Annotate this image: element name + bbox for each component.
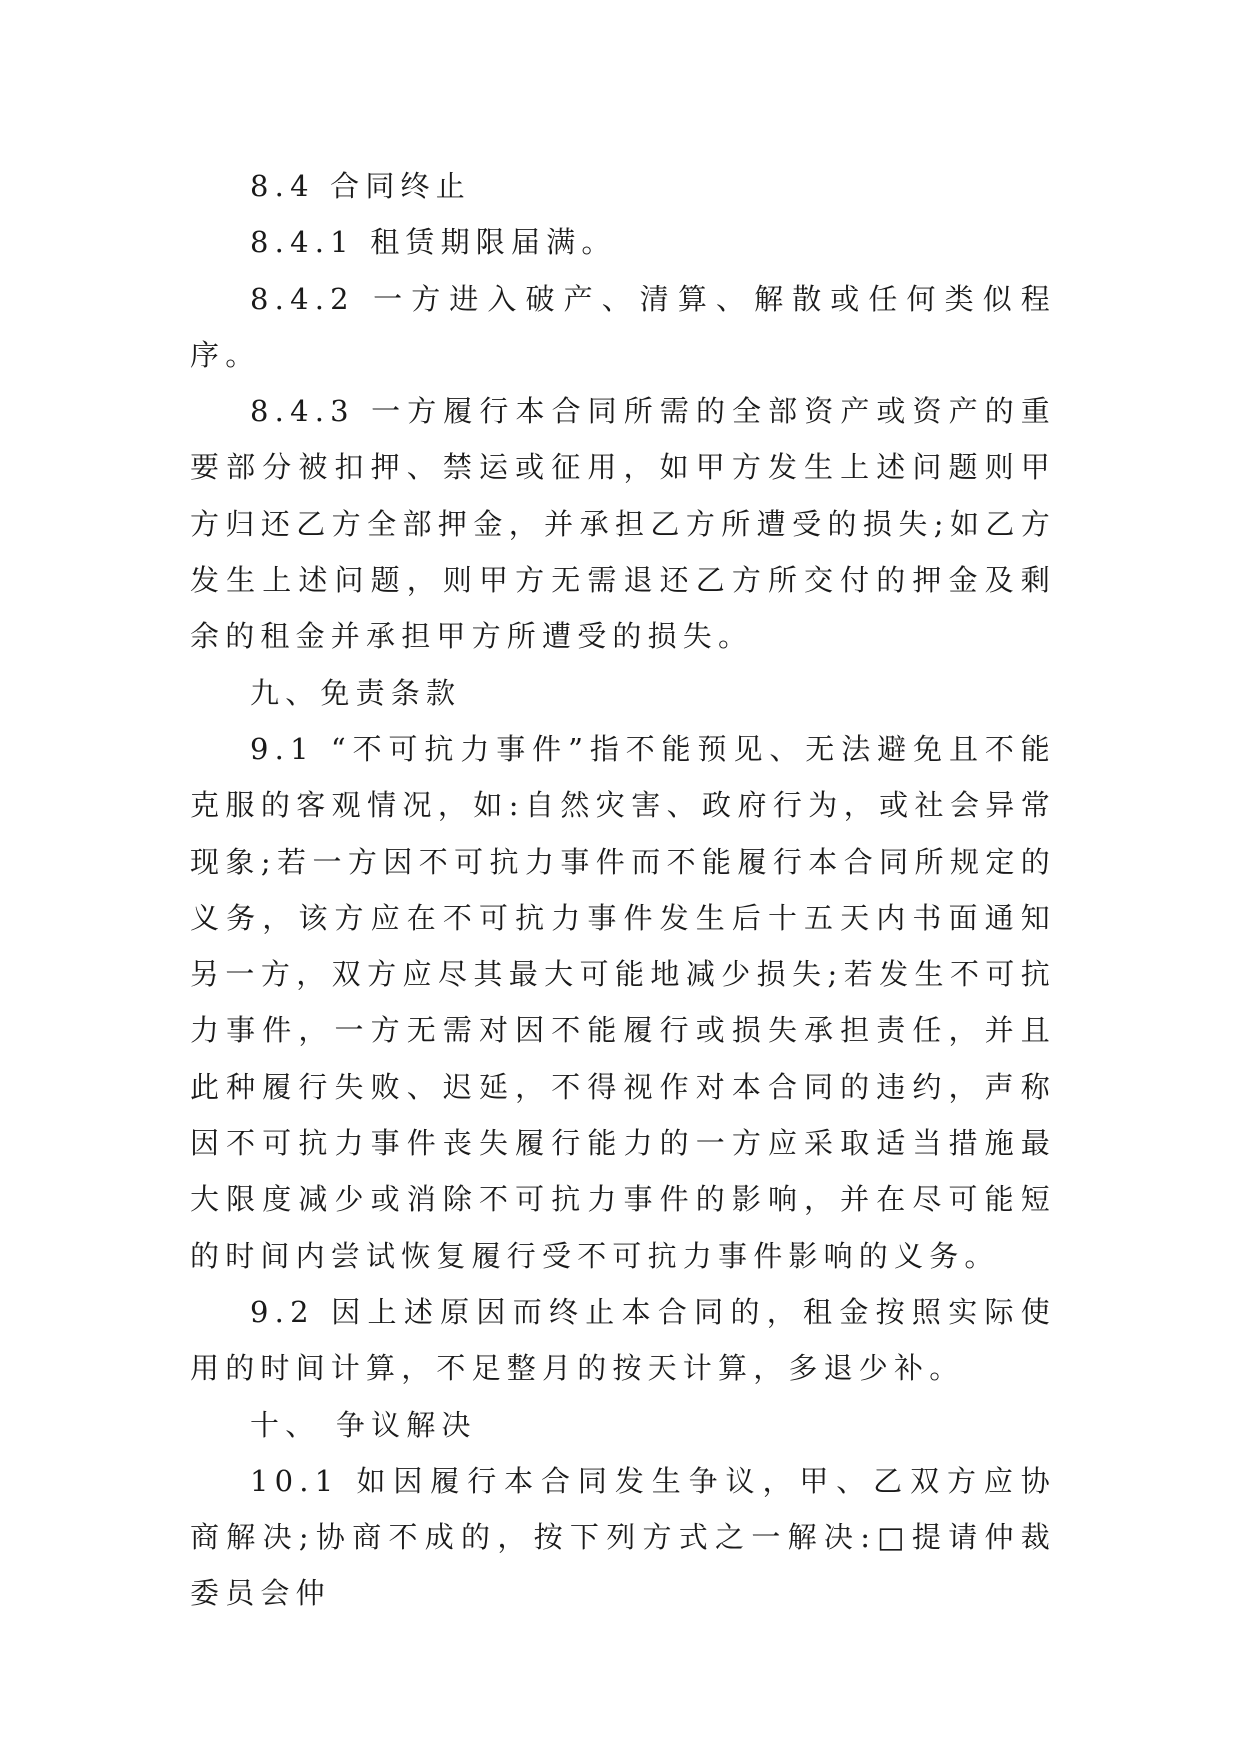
document-body <box>190 158 1056 1622</box>
clause-8-4-2: 8.4.2 一方进入破产、清算、解散或任何类似程序。 <box>190 281 1056 372</box>
clause-9-1: 9.1 “不可抗力事件”指不能预见、无法避免且不能克服的客观情况，如:自然灾害、政府行为，或社会异常现象;若一方因不可抗力事件而不能履行本合同所规定的义务，该方应在不可抗力事件发生后十五天内书面通知另一方，双方应尽其最大可能地减少损失;若发生不可抗力事件，一方无需对因不能履行或损失承担责任，并且此种履行失败、迟延，不得视作对本合同的违约，声称因不可抗力事件丧失履行能力的一方应采取适当措施最大限度减少或消除不可抗力事件的影响，并在尽可能短的时间内尝试恢复履行受不可抗力事件影响的义务。 <box>190 731 1056 1273</box>
section-9-heading: 九、免责条款 <box>250 675 462 710</box>
clause-9-2: 9.2 因上述原因而终止本合同的，租金按照实际使用的时间计算，不足整月的按天计算，多退少补。 <box>190 1294 1056 1386</box>
clause-8-4-1: 8.4.1 租赁期限届满。 <box>250 225 617 260</box>
clause-8-4-heading: 8.4 合同终止 <box>250 169 471 203</box>
clause-8-4-3: 8.4.3 一方履行本合同所需的全部资产或资产的重要部分被扣押、禁运或征用，如甲方发生上述问题则甲方归还乙方全部押金，并承担乙方所遭受的损失;如乙方发生上述问题，则甲方无需退还乙方所交付的押金及剩余的租金并承担甲方所遭受的损失。 <box>190 394 1056 654</box>
clause-10-1: 10.1 如因履行本合同发生争议，甲、乙双方应协商解决;协商不成的，按下列方式之一解决:□提请仲裁委员会仲 <box>190 1463 1056 1611</box>
section-10-heading: 十、 争议解决 <box>250 1407 477 1442</box>
